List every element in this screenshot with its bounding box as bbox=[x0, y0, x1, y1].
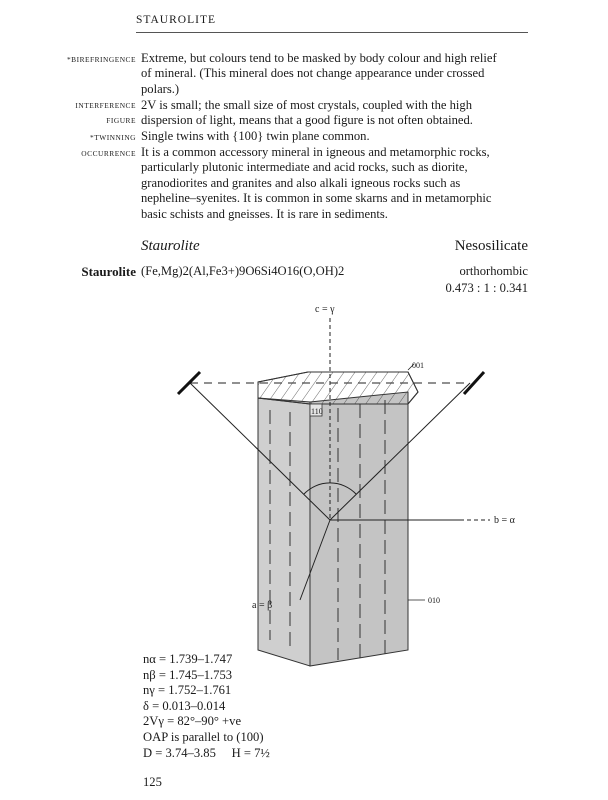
text-line: nepheline–syenites. It is common in some skarns and in metamorphic bbox=[141, 191, 492, 206]
property-line: 2Vγ = 82°–90° +ve bbox=[143, 714, 242, 729]
property-line: nα = 1.739–1.747 bbox=[143, 652, 233, 666]
section-title: Staurolite bbox=[141, 238, 200, 254]
text-line: Single twins with {100} twin plane common. bbox=[141, 129, 370, 143]
b-axis-label: b = α bbox=[494, 515, 515, 526]
axial-ratio: 0.473 : 1 : 0.341 bbox=[445, 281, 528, 295]
label-occurrence: OCCURRENCE bbox=[81, 149, 136, 158]
property-line: δ = 0.013–0.014 bbox=[143, 698, 226, 713]
a-axis-label: a = β bbox=[252, 600, 273, 611]
text-line: It is a common accessory mineral in igneous and metamorphic rocks, bbox=[141, 145, 490, 159]
label-line: FIGURE bbox=[106, 116, 136, 125]
property-line: nβ = 1.745–1.753 bbox=[143, 667, 233, 682]
text-line: polars.) bbox=[141, 81, 180, 96]
optical-properties bbox=[143, 652, 270, 761]
property-line: nγ = 1.752–1.761 bbox=[143, 683, 232, 698]
page-number: 125 bbox=[143, 775, 162, 789]
mineral-name: Staurolite bbox=[81, 264, 136, 279]
optic-axis-mark-right bbox=[464, 372, 484, 394]
text-line: Extreme, but colours tend to be masked by body colour and high relief bbox=[141, 51, 497, 65]
property-line: OAP is parallel to (100) bbox=[143, 729, 264, 744]
label-birefringence: *BIREFRINGENCE bbox=[66, 55, 136, 64]
text-line: basic schists and gneisses. It is rare in sediments. bbox=[141, 206, 388, 221]
text-line: dispersion of light, means that a good figure is not often obtained. bbox=[141, 113, 473, 128]
text-line: 2V is small; the small size of most crystals, coupled with the high bbox=[141, 98, 473, 112]
face-010-label: 010 bbox=[428, 596, 440, 605]
c-axis-label: c = γ bbox=[315, 304, 335, 315]
mineral-formula: (Fe,Mg)2(Al,Fe3+)9O6Si4O16(O,OH)2 bbox=[141, 264, 345, 278]
text-line: particularly plutonic intermediate and acid rocks, such as diorite, bbox=[141, 160, 468, 175]
section-classification: Nesosilicate bbox=[454, 238, 528, 254]
label-twinning: *TWINNING bbox=[90, 133, 136, 142]
label-line: INTERFERENCE bbox=[75, 101, 136, 110]
running-header: STAUROLITE bbox=[136, 14, 216, 26]
crystal-prism-face bbox=[258, 398, 310, 666]
text-line: of mineral. (This mineral does not change appearance under crossed bbox=[141, 66, 485, 81]
face-001-label: 001 bbox=[412, 361, 424, 370]
crystal-system: orthorhombic bbox=[459, 264, 528, 278]
text-line: granodiorites and granites and also alkali igneous rocks such as bbox=[141, 175, 461, 190]
face-110-label: 110 bbox=[311, 407, 323, 416]
crystal-prism-face bbox=[310, 392, 408, 666]
property-line: D = 3.74–3.85 H = 7½ bbox=[143, 745, 270, 760]
